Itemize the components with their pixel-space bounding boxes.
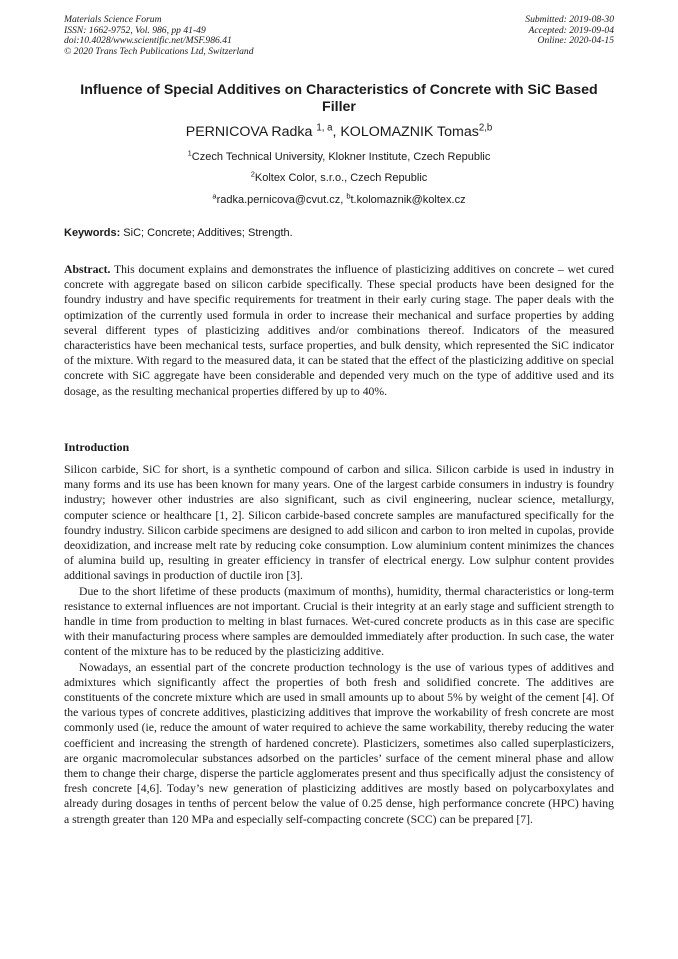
abstract-paragraph [64,262,614,399]
abstract-label: Abstract. [64,263,111,276]
issn-line: ISSN: 1662-9752, Vol. 986, pp 41-49 [64,24,206,36]
affiliation-1 [64,148,614,164]
publication-dates [525,15,614,47]
abstract-text: This document explains and demonstrates the influence of plasticizing additives on concrete – wet cured concrete with aggregate based on silicon carbide specifically. These special products have been designed for the foundry industry and have specific requirements for treatment in their early curing stage. The paper deals with the optimization of the currently used formula in order to increase their mechanical and surface properties by adding several different types of plasticizing additives and/or combinations thereof. Indicators of the measured characteristics have been mechanical tests, surface properties, and bulk density, which represented the SiC indicator of the mixture. With regard to the measured data, it can be stated that the effect of the plasticizing additive on special concrete with SiC aggregate have been considerable and depended very much on the type of additive used and its dosage, as the resulting mechanical properties differed by up to 40%. [64,263,614,398]
doi-line: doi:10.4028/www.scientific.net/MSF.986.41 [64,35,232,47]
introduction-heading: Introduction [64,440,130,454]
paper-title: Influence of Special Additives on Characteristics of Concrete with SiC Based Filler [80,82,598,115]
affiliation-2-superscript: 2 [250,169,255,179]
affiliation-1-superscript: 1 [187,148,192,158]
keywords-text: SiC; Concrete; Additives; Strength. [120,227,293,239]
affiliation-2 [64,169,614,185]
affiliation-1-text: Czech Technical University, Klokner Institute, Czech Republic [191,151,491,163]
author-line [64,124,614,141]
author-2-name: KOLOMAZNIK Tomas [340,124,479,140]
intro-paragraph-3: Nowadays, an essential part of the concrete production technology is the use of various types of additives and admixtures which significantly affect the properties of both fresh and solidified concrete. The additives are constituents of the concrete mixture which are used in small amounts up to about 5% by weight of the cement [4]. Of the various types of concrete additives, plasticizing additives that improve the workability of fresh concrete are most commonly used (ie, reduce the amount of water required to achieve the same workability, thereby reducing the water coefficient and increasing the strength of hardened concrete). Plasticizers, sometimes also called superplasticizers, are organic macromolecular substances adsorbed on the particles’ surface of the cement mineral phase and allow them to change their charge, disperse the particle agglomerates present and thus specifically adjust the consistency of fresh concrete [4,6]. Today’s new generation of plasticizing additives are mostly based on polycarboxylates and already during dosages in tenths of percent below the value of 0.25 dense, high performance concrete (HPC) having a strength greater than 120 MPa and especially self-compacting concrete (SCC) can be prepared [7]. [64,660,614,826]
email-a: radka.pernicova@cvut.cz, [216,194,347,206]
abstract [64,262,614,399]
journal-name: Materials Science Forum [64,14,162,25]
email-b-superscript: b [346,191,351,201]
copyright-line: © 2020 Trans Tech Publications Ltd, Switzerland [64,45,254,57]
affiliation-2-text: Koltex Color, s.r.o., Czech Republic [254,172,428,184]
online-date: Online: 2020-04-15 [537,35,614,47]
author-1-superscript: 1, a [316,122,333,134]
author-2-superscript: 2,b [478,122,493,134]
accepted-date: Accepted: 2019-09-04 [528,24,614,36]
submitted-date: Submitted: 2019-08-30 [525,14,614,25]
introduction-body [64,462,614,827]
author-separator: , [332,124,341,140]
keywords-label: Keywords: [64,227,121,239]
keywords [64,227,614,240]
author-1-name: PERNICOVA Radka [185,124,317,140]
author-emails [64,191,614,207]
intro-paragraph-1: Silicon carbide, SiC for short, is a synthetic compound of carbon and silica. Silicon carbide is used in industry in many forms and its use has been known for many years. One of the largest carbide consumers in industry is foundry industry; however other industries are also significant, such as civil engineering, nuclear science, metallurgy, computer science or healthcare [1, 2]. Silicon carbide-based concrete samples are manufactured specifically for the foundry industry. Silicon carbide specimens are designed to add silicon and carbon to iron melted in cupolas, provide deoxidization, and increase melt rate by reducing coke consumption. Low aluminium content minimizes the chances of alumina build up, resulting in greater efficiency in transfer of electrical energy. Low sulphur content provides additional savings in production of ductile iron [3]. [64,463,614,583]
email-a-superscript: a [212,191,217,201]
journal-info [64,15,254,57]
intro-paragraph-2: Due to the short lifetime of these products (maximum of months), humidity, thermal characteristics or long-term resistance to external influences are not important. Crucial is their integrity at an early stage and sufficient strength to handle in time from production to melting in blast furnaces. Wet-cured concrete products as in this case are specific with their manufacturing process where samples are demoulded immediately after production. In such case, the water content of the mixture has to be reduced by the plasticizing additive. [64,584,614,659]
email-b: t.kolomaznik@koltex.cz [350,194,466,206]
